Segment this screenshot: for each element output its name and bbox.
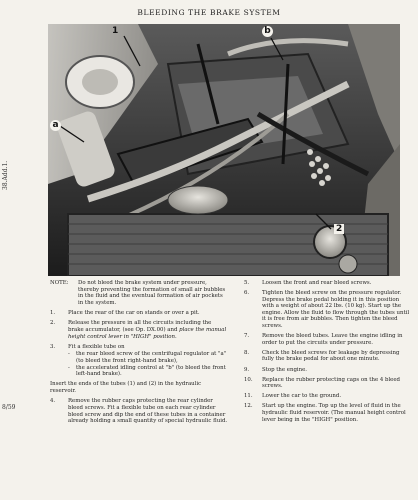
step-number: 6. [244,290,250,297]
step-number: 2. [50,320,56,327]
step-text: Loosen the front and rear bleed screws. [262,280,372,286]
sub-dash: - [68,351,70,358]
step-text: Place the rear of the car on stands or over a pit. [68,310,200,317]
step-6 [244,290,412,330]
callout-point-b: b [262,26,273,37]
step-text: Replace the rubber protecting caps on the 4 bleed screws. [262,376,400,390]
step-11 [244,393,412,400]
step-text [68,320,228,340]
step-text-part: Release the pressure in all the circuits including the brake accumulator, (see Op. DX.00) and [68,320,212,334]
step-text-emphasis: place the manual height control lever in "HIGH" position. [68,327,227,340]
callout-tube-2: 2 [336,224,343,234]
step-number: 11. [244,393,253,400]
note-text: Do not bleed the brake system under pressure, thereby preventing the formation of small air bubbles in the fluid and the eventual formation of air pockets in the system. [78,280,226,306]
step-number: 3. [50,343,56,350]
step-12 [244,403,412,423]
step-number: 8. [244,349,250,356]
step-text: Lower the car to the ground. [262,393,342,400]
step-number: 4. [50,398,56,405]
right-instructions-column [244,280,412,427]
step-number: 9. [244,366,250,373]
sub-dash: - [68,364,70,371]
note-label: NOTE: [50,280,69,286]
step-number: 1. [50,310,56,317]
sub-text: the accelerated idling control at "b" (to bleed the front left-hand brake). [76,364,226,378]
left-instructions-column [50,280,228,428]
step-text: Remove the bleed tubes. Leave the engine idling in order to put the circuits under pressure. [262,333,403,346]
margin-reference-code: 38.Add.1. [2,160,9,190]
step-3-subitem-b [68,365,228,378]
note-block [50,280,228,306]
step-10 [244,377,412,390]
step-number: 7. [244,333,250,340]
step-text: Start up the engine. Top up the level of fluid in the hydraulic fluid reservoir. (The manual height control lever being in the "HIGH" position. [262,403,406,423]
step-7 [244,333,412,346]
step-3 [50,344,228,351]
step-1 [50,310,228,317]
step-9 [244,367,412,374]
step-2 [50,320,228,340]
callout-point-a: a [50,120,61,131]
step-text: Stop the engine. [262,366,308,373]
step-3-subitem-a [68,351,228,364]
step-text: Fit a flexible tube on [68,343,125,350]
step-text: Tighten the bleed screw on the pressure regulator. Depress the brake pedal holding it in this position with a weight of about 22 lbs. (10 kg). Start up the engine. Allow the fluid to flow through the tubes until it is free from air bubbles. Then tighten the bleed screws. [262,290,410,330]
callout-tube-1: 1 [112,26,119,36]
margin-date: 8/59 [2,404,16,411]
step-text: Check the bleed screws for leakage by depressing fully the brake pedal for about one minute. [262,349,400,363]
engine-bay-photo [48,24,400,276]
insert-tubes-instruction: Insert the ends of the tubes (1) and (2) in the hydraulic reservoir. [50,381,202,394]
step-number: 12. [244,403,253,410]
page-title: BLEEDING THE BRAKE SYSTEM [137,8,281,17]
step-number: 10. [244,376,253,383]
sub-text: the rear bleed screw of the centrifugal regulator at "a" (to bleed the front right-hand brake), [76,351,227,364]
step-4 [50,398,228,424]
engine-photo-illustration [48,24,400,276]
step-number: 5. [244,280,250,286]
step-text: Remove the rubber caps protecting the rear cylinder bleed screws. Fit a flexible tube on each rear cylinder bleed screw and dip the end of these tubes in a container already holding a small quantity of special hydraulic fluid. [68,398,228,425]
step-5 [244,280,412,287]
step-8 [244,350,412,363]
